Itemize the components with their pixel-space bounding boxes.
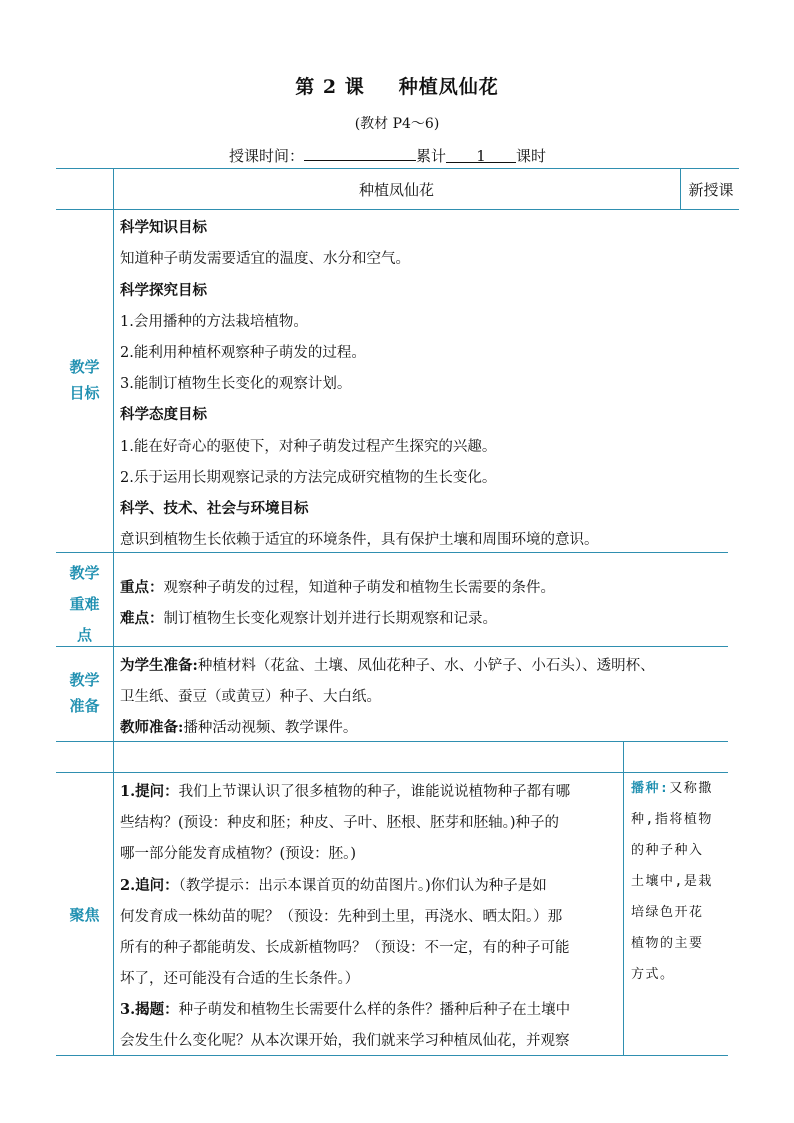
- preparation-label-line: 教学: [69, 671, 100, 689]
- focus-text-line: 些结构？(预设：种皮和胚；种皮、子叶、胚根、胚芽和胚轴。)种子的: [120, 815, 560, 831]
- student-preparation-text: 种植材料（花盆、土壤、凤仙花种子、水、小铲子、小石头）、透明杯、: [197, 658, 655, 674]
- sidenote: [631, 773, 727, 990]
- topic-cell: 种植凤仙花: [358, 181, 434, 199]
- row-divider: [56, 741, 728, 742]
- focus-question: [120, 780, 570, 801]
- attitude-goal-item: 2.乐于运用长期观察记录的方法完成研究植物的生长变化。: [120, 470, 497, 486]
- goals-label: [56, 354, 113, 406]
- student-preparation: [120, 654, 655, 675]
- sts-goal-item: 意识到植物生长依赖于适宜的环境条件，具有保护土壤和周围环境的意识。: [120, 532, 599, 548]
- teacher-preparation-text: 播种活动视频、教学课件。: [183, 720, 358, 736]
- preparation-label-line: 准备: [69, 697, 100, 715]
- focus-followup: [120, 874, 547, 895]
- key-points-label-line: 点: [76, 626, 92, 644]
- reveal-label: 3.揭题：: [120, 1001, 179, 1018]
- table-border-bottom: [56, 1055, 728, 1056]
- key-points-label: [56, 558, 113, 651]
- sidenote-line: 土壤中,是栽: [631, 874, 713, 889]
- teacher-preparation: [120, 716, 357, 737]
- inquiry-goal-item: 1.会用播种的方法栽培植物。: [120, 314, 308, 330]
- table-border-top: [56, 168, 739, 169]
- focus-text: （教学提示：出示本课首页的幼苗图片。)你们认为种子是如: [178, 878, 547, 894]
- sidenote-text: 又称撒: [669, 781, 713, 796]
- sidenote-term: 播种:: [631, 781, 670, 796]
- followup-label: 2.追问：: [120, 877, 179, 894]
- question-label: 1.提问：: [120, 783, 179, 800]
- knowledge-goal-title: 科学知识目标: [120, 219, 207, 236]
- total-label: 累计: [416, 147, 447, 165]
- total-value: 1: [446, 147, 516, 163]
- sidenote-line: [631, 773, 727, 804]
- lesson-title: [0, 72, 794, 99]
- difficult-point-label: 难点：: [120, 610, 164, 627]
- focus-text: 我们上节课认识了很多植物的种子，谁能说说植物种子都有哪: [178, 784, 571, 800]
- student-preparation-continued: 卫生纸、蚕豆（或黄豆）种子、大白纸。: [120, 689, 381, 705]
- teacher-preparation-label: 教师准备:: [120, 719, 184, 736]
- focus-text: 种子萌发和植物生长需要什么样的条件？播种后种子在土壤中: [178, 1002, 571, 1018]
- focus-reveal: [120, 998, 570, 1019]
- sidenote-line: 种,指将植物: [631, 812, 713, 827]
- unit-label: 课时: [516, 147, 547, 165]
- knowledge-goal-item: 知道种子萌发需要适宜的温度、水分和空气。: [120, 251, 410, 267]
- note-column-divider: [623, 741, 624, 1056]
- difficult-point-text: 制订植物生长变化观察计划并进行长期观察和记录。: [163, 611, 497, 627]
- student-preparation-label: 为学生准备:: [120, 657, 198, 674]
- attitude-goal-item: 1.能在好奇心的驱使下，对种子萌发过程产生探究的兴趣。: [120, 439, 497, 455]
- row-divider: [56, 646, 728, 647]
- key-point: [120, 576, 555, 597]
- key-point-text: 观察种子萌发的过程，知道种子萌发和植物生长需要的条件。: [163, 580, 555, 596]
- focus-text-line: 何发育成一株幼苗的呢？（预设：先种到土里，再浇水、晒太阳。）那: [120, 909, 563, 925]
- sidenote-line: 植物的主要: [631, 936, 704, 951]
- key-point-label: 重点：: [120, 579, 164, 596]
- time-label: 授课时间：: [229, 147, 305, 165]
- lesson-number: 第 2 课: [295, 76, 365, 98]
- row-divider: [56, 552, 728, 553]
- key-points-label-line: 重难: [69, 595, 100, 613]
- sidenote-line: 的种子种入: [631, 843, 704, 858]
- sidenote-line: 培绿色开花: [631, 905, 704, 920]
- sidenote-line: 方式。: [631, 967, 675, 982]
- focus-label: 聚焦: [69, 906, 100, 924]
- focus-text-line: 哪一部分能发育成植物？(预设：胚。): [120, 846, 357, 862]
- sts-goal-title: 科学、技术、社会与环境目标: [120, 500, 309, 517]
- attitude-goal-title: 科学态度目标: [120, 406, 207, 423]
- row-divider: [56, 772, 728, 773]
- row-divider: [56, 209, 739, 210]
- inquiry-goal-title: 科学探究目标: [120, 282, 207, 299]
- lesson-name: 种植凤仙花: [398, 76, 499, 98]
- time-blank: [304, 145, 416, 161]
- goals-label-line: 目标: [69, 384, 100, 402]
- inquiry-goal-item: 3.能制订植物生长变化的观察计划。: [120, 376, 352, 392]
- preparation-label: [56, 667, 113, 719]
- goals-label-line: 教学: [69, 358, 100, 376]
- inquiry-goal-item: 2.能利用种植杯观察种子萌发的过程。: [120, 345, 366, 361]
- focus-text-line: 坏了，还可能没有合适的生长条件。）: [120, 971, 360, 987]
- key-points-label-line: 教学: [69, 564, 100, 582]
- label-column-divider: [113, 168, 114, 1056]
- textbook-reference: (教材 P4～6): [354, 116, 440, 132]
- difficult-point: [120, 607, 497, 628]
- class-time-line: [229, 145, 546, 166]
- focus-text-line: 会发生什么变化呢？从本次课开始，我们就来学习种植凤仙花，并观察: [120, 1033, 570, 1049]
- lesson-type-cell: 新授课: [688, 181, 734, 199]
- focus-text-line: 所有的种子都能萌发、长成新植物吗？（预设：不一定，有的种子可能: [120, 940, 570, 956]
